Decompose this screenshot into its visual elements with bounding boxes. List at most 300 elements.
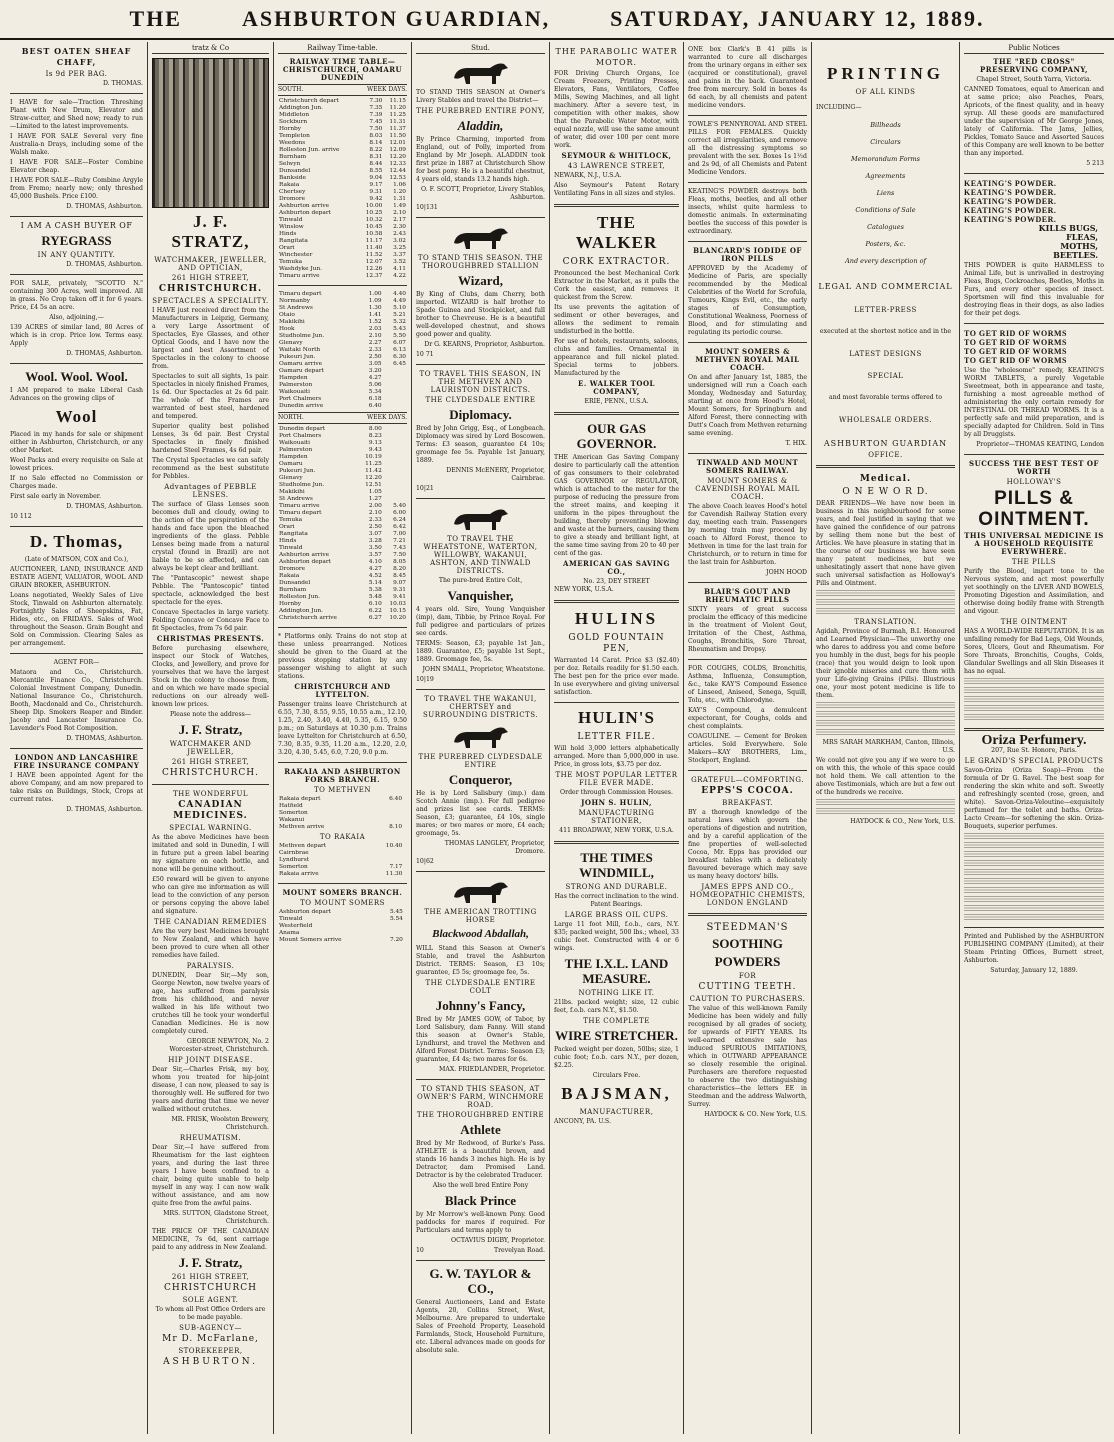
time-cell: 1.09	[368, 298, 382, 304]
horse-woodcut-icon	[446, 504, 516, 532]
station-cell: Winchester	[279, 252, 313, 258]
printing-items	[816, 121, 955, 265]
time-cell: 8.31	[369, 154, 383, 160]
time-cell: 2.10	[368, 510, 382, 516]
timetable-row	[278, 266, 407, 273]
gas-head: OUR GAS GOVERNOR.	[576, 421, 657, 451]
motor-addr: 43 LAWRENCE STREET,	[567, 162, 666, 170]
timetable-row	[278, 580, 407, 587]
timetable-row	[278, 594, 407, 601]
wire-text: Packed weight per dozen, 50lbs; size, 1 cubic foot; f.o.b. cars N.Y., per dozen, $2.25.	[554, 1046, 679, 1069]
drays-ad: I HAVE FOR SALE Several very fine Australia-n Drays, including some of the Walsh make.	[10, 133, 143, 156]
timetable-row	[278, 601, 407, 608]
time-cell: 11.31	[389, 119, 406, 125]
vanquisher-text2: TERMS: Season, £3; payable 1st Jan., 1889. Guarantee, £5; payable 1st Sept., 1889. Groomage fee, 5s.	[416, 640, 545, 663]
time-cell: 2.27	[368, 340, 382, 346]
time-cell: 2.33	[368, 517, 382, 523]
blairs-text: SIXTY years of great success proclaim the efficacy of this medicine in the treatment of Violent Gout, Irritation of the Chest, Asthma, Coughs, Bronchitis, Sore Throat, Rheumatism and Dropsy.	[688, 606, 807, 653]
station-cell: Pukeuri Jun.	[279, 354, 316, 360]
column-6	[684, 42, 812, 1434]
time-cell	[403, 817, 407, 824]
time-cell	[403, 803, 407, 810]
timetable-row	[278, 803, 407, 810]
timetable-row	[278, 140, 407, 147]
list-item: Conditions of Sale	[855, 206, 916, 214]
time-cell	[403, 864, 407, 871]
keating-text: THIS POWDER is quite HARMLESS to Animal Life, but is unrivalled in destroying Fleas, Bugs, Cockroaches, Beetles, Moths in Furs, and every other species of insect. Sportsmen will find this invaluable for destroying fleas in their dogs, as also ladies for their pet dogs.	[964, 262, 1104, 317]
time-cell: 6.22	[368, 608, 382, 614]
hulins-sub: GOLD FOUNTAIN PEN,	[568, 633, 665, 654]
time-cell: 10.03	[389, 601, 406, 607]
mount-somers-timetable	[278, 909, 407, 944]
walker-text2: Its use prevents the agitation of sediment or other beverages, and allows the sediment to remain undisturbed in the bottle.	[554, 304, 679, 335]
time-cell: 3.05	[368, 361, 382, 367]
timetable-row	[278, 403, 407, 410]
time-cell: 6.18	[368, 396, 382, 402]
pantoscopic-text: The "Pantascopic" newest shape Pebble. The "Pantoscopic" tinted spectacle, acknowledged the best spectacle for the eyes.	[152, 575, 269, 606]
list-item: KEATING'S POWDER.	[964, 179, 1057, 188]
gas-city: NEW YORK, U.S.A.	[554, 586, 614, 593]
red-cross-head: THE "RED CROSS" PRESERVING COMPANY,	[980, 57, 1088, 74]
time-cell: 4.40	[393, 291, 406, 297]
wizard-title: TO STAND THIS SEASON. THE THOROUGHBRED STALLION	[417, 254, 544, 270]
station-cell: Studholme Jun.	[279, 333, 325, 339]
time-cell: 5.21	[393, 312, 406, 318]
hulins-sig: JOHN S. HULIN,	[581, 798, 652, 807]
station-cell: Washdyke Jun.	[279, 266, 323, 272]
station-cell: Hinds	[279, 231, 297, 237]
time-cell	[404, 916, 407, 923]
timetable-row	[278, 259, 407, 266]
blancard-text: APPROVED by the Academy of Medicine of Paris, are specially recommended by the Medical Celebrities of the World for Scrofula, Tumours, Kings Evil, etc., the early stages of Consumption, Constitutional Weakness, Poorness of Blood, and for stimulating and regulating its periodic course.	[688, 265, 807, 336]
rakaia-timetable	[278, 796, 407, 831]
timetable-row	[278, 161, 407, 168]
time-cell: 2.33	[368, 347, 382, 353]
blackwood-big: Blackwood Abdallah,	[432, 928, 529, 940]
station-cell: Waikouaiti	[279, 389, 310, 395]
station-cell: Burnham	[279, 154, 307, 160]
medical-head: Medical.	[859, 474, 912, 484]
diplomacy-big: Diplomacy.	[449, 407, 512, 422]
keatings-ad: KEATING'S POWDER destroys both Fleas, moths, beetles, and all other insects, whilst quite harmless to domestic animals. In exterminating beetles the success of this powder is extraordinary.	[688, 188, 807, 235]
black-prince-big: Black Prince	[444, 1193, 517, 1208]
hulins-sig2: MANUFACTURING STATIONER,	[578, 809, 655, 825]
station-cell: Weedons	[279, 140, 306, 146]
masthead-the: THE	[129, 6, 182, 31]
time-cell: 12.53	[389, 175, 406, 181]
combine-ad: I HAVE FOR SALE—Ruby Combine Argyle from Fremo; nearly new; only threshed 45,000 Bushels. Price £100.	[10, 177, 143, 200]
station-cell: Waitaki North	[279, 347, 321, 353]
mount-somers-label: TO MOUNT SOMERS	[300, 899, 385, 907]
time-cell	[404, 930, 407, 937]
worms-text: Use the "wholesome" remedy, KEATING'S WORM TABLETS, a purely Vegetable Sweetmeat, both in appearance and taste, furnishing a most agreeable method of administering the only certain remedy for INTESTINAL OR THREAD WORMS. It is a perfectly safe and mild preparation, and is specially adapted for Children. Sold in Tins by all Druggists.	[964, 367, 1104, 438]
time-cell: 4.10	[368, 559, 382, 565]
time-cell: 4.11	[393, 266, 406, 272]
time-cell: 12.26	[365, 266, 383, 272]
tinwald-sub: MOUNT SOMERS & CAVENDISH ROYAL MAIL COACH.	[695, 477, 800, 501]
tinwald-text: The above Coach leaves Hood's hotel for Cavendish Railway Station every day, meeting each train. Passengers by morning train may proceed by coach to Alford Forest, thence to Methven in time for the last train for Christchurch, or to return in time for the last train for Ashburton.	[688, 503, 807, 566]
thomas-text: AUCTIONEER, LAND, INSURANCE AND ESTATE AGENT, VALUATOR, WOOL AND GRAIN BROKER, ASHBURTON.	[10, 566, 143, 589]
timetable-row	[278, 475, 407, 482]
masthead-date: SATURDAY, JANUARY 12, 1889.	[610, 6, 985, 31]
time-cell: 7.43	[393, 545, 406, 551]
time-cell: 10.20	[389, 615, 406, 621]
kays-text: KAY'S Compound, a demulcent expectorant, for Coughs, colds and chest complaints.	[688, 707, 807, 730]
time-cell: 7.35	[369, 105, 383, 111]
station-cell: Addington Jun.	[279, 608, 323, 614]
thomas-big: D. Thomas,	[29, 532, 124, 551]
printing-including: INCLUDING—	[816, 104, 862, 111]
translation-sig2: HAYDOCK & CO., New York, U.S.	[850, 818, 955, 825]
diplomacy-ref: 10|21	[416, 485, 434, 492]
time-cell	[383, 382, 407, 389]
masthead-title: ASHBURTON GUARDIAN,	[241, 6, 551, 31]
time-cell: 6.10	[368, 601, 382, 607]
timetable-row	[278, 382, 407, 389]
gas-addr: No. 23, DEY STREET	[583, 578, 650, 585]
time-cell: 5.48	[368, 594, 382, 600]
time-cell: 12.37	[365, 273, 383, 279]
time-cell: 11.50	[389, 133, 406, 139]
remedies-head: THE CANADIAN REMEDIES	[154, 918, 267, 926]
time-cell: 11.40	[365, 245, 383, 251]
hulins-big: HULINS	[574, 609, 659, 628]
time-cell	[403, 857, 407, 864]
tinwald-head: TINWALD AND MOUNT SOMERS RAILWAY.	[696, 458, 799, 475]
time-cell: 2.00	[368, 503, 382, 509]
printing-office2: OFFICE.	[868, 451, 903, 459]
time-cell: 5.43	[393, 326, 406, 332]
one-word: O N E W O R D.	[842, 487, 929, 497]
steedman-big2: SOOTHING	[712, 936, 783, 951]
timetable-row	[278, 824, 407, 831]
ryegrass-ad-line2: IN ANY QUANTITY.	[37, 251, 116, 259]
station-cell: Palmerston	[279, 382, 313, 388]
wool-reference: 10 112	[10, 513, 32, 520]
pebble-head: Advantages of PEBBLE LENSES.	[164, 483, 257, 499]
horse-woodcut-icon	[446, 722, 516, 750]
holloway-text: THIS UNIVERSAL MEDICINE IS A HOUSEHOLD REQUISITE EVERYWHERE.	[964, 531, 1104, 556]
vanquisher-sig: JOHN SMALL, Proprietor, Wheatstone.	[422, 666, 545, 673]
timetable-row	[278, 389, 407, 396]
fire-text: I HAVE been appointed Agent for the above Company, and am now prepared to take risks on Buildings, Stock, Crops at current rates.	[10, 772, 143, 803]
time-cell	[370, 857, 403, 864]
time-cell	[381, 923, 404, 930]
diplomacy-title: TO TRAVEL THIS SEASON, IN THE METHVEN AND LAURISTON DISTRICTS.	[419, 370, 542, 394]
time-cell: 5.50	[393, 333, 406, 339]
list-item: KEATING'S POWDER.	[964, 197, 1057, 206]
time-cell: 8.05	[393, 559, 406, 565]
time-cell	[403, 871, 407, 878]
wool-text-4: If no Sale effected no Commission or Charges made.	[10, 475, 143, 490]
acres-ad: 139 ACRES of similar land, 80 Acres of which is in crop. Price low. Terms easy. Apply	[10, 324, 143, 347]
time-cell: 11.20	[389, 105, 406, 111]
station-cell: Normanby	[279, 298, 311, 304]
north-timetable	[278, 426, 407, 622]
vanquisher-text: 4 years old. Sire, Young Vanquisher (imp), dam, Tibbie, by Prince Royal. For full pedigree and particulars of prizes see cards.	[416, 606, 545, 637]
time-cell: 3.02	[393, 238, 406, 244]
taylor-big: G. W. TAYLOR & CO.,	[429, 1266, 532, 1296]
aladdin-text: By Prince Charming, imported from England, out of Polly, imported from England by Mr Joseph. ALADDIN took first prize in 1887 at Christchurch Show for best pony. He is a beautiful chestnut, 4 years old, stands 13.2 hands high.	[416, 136, 545, 183]
oriza-sub: LE GRAND'S SPECIAL PRODUCTS	[964, 757, 1104, 765]
column-2-head: tratz & Co	[152, 44, 269, 54]
time-cell: 6.13	[393, 347, 406, 353]
time-cell	[383, 433, 407, 440]
time-cell: 12.20	[389, 154, 406, 160]
hulins2-sub: LETTER FILE.	[577, 732, 656, 742]
time-cell: 10.58	[365, 231, 383, 237]
hulins-text: Warranted 14 Carat. Price $3 ($2.40) per doz. Retails readily for $1.50 each. The best pen for the price ever made. In use everywhere and giving universal satisfaction.	[554, 657, 679, 696]
time-cell: 5.32	[393, 319, 406, 325]
time-cell	[370, 850, 403, 857]
timetable-row	[278, 361, 407, 368]
towles-ad: TOWLE'S PENNYROYAL AND STEEL PILLS FOR FEMALES. Quickly correct all irregularities, and remove all the distressing symptoms so prevalent with the sex. Boxes 1s 1½d and 2s 9d, of all Chemists and Patent Medicine Vendors.	[688, 121, 807, 176]
horse-woodcut-icon	[446, 877, 516, 905]
printing-letterpress: LETTER-PRESS	[854, 306, 917, 314]
time-cell: 8.00	[368, 426, 382, 432]
column-8-head: Public Notices	[964, 44, 1104, 54]
horse-woodcut-icon	[446, 58, 516, 86]
south-header	[278, 84, 407, 96]
time-cell: 10.15	[389, 608, 406, 614]
timetable-row	[278, 217, 407, 224]
christmas-head: CHRISTMAS PRESENTS.	[156, 634, 265, 643]
time-cell: 11.52	[365, 252, 383, 258]
medical-text: DEAR FRIENDS—We have now been in business in this neighbourhood for some years, and feel justified in saying that we have gained the confidence of our patrons by selling them none but the best of Articles. We have pleasure in stating that in the course of our business we have seen many patent medicines, but we unhesitatingly assert that none have given such universal satisfaction as Holloway's Pills and Ointment.	[816, 500, 955, 587]
time-cell: 10.25	[365, 210, 383, 216]
time-cell: 7.17	[389, 864, 403, 870]
list-item: Liens	[876, 189, 895, 197]
time-cell	[381, 930, 404, 937]
lxl-big: THE I.X.L. LAND MEASURE.	[564, 956, 669, 986]
station-cell: Methven arrive	[279, 824, 325, 830]
aladdin-big: Aladdin,	[457, 118, 504, 133]
timetable-row	[278, 326, 407, 333]
motor-head: THE PARABOLIC WATER MOTOR.	[555, 47, 678, 67]
rakaia-label: TO RAKAIA	[319, 833, 366, 841]
station-cell: Temuka	[279, 517, 303, 523]
station-cell: Burnham	[279, 587, 307, 593]
time-cell: 3.57	[368, 552, 382, 558]
lxl-sub: NOTHING LIKE IT.	[578, 989, 655, 997]
holloway-line: HOLLOWAY'S	[1006, 478, 1062, 486]
station-cell: Rolleston Jun. arrive	[279, 147, 340, 153]
printing-latest: LATEST DESIGNS	[849, 350, 922, 358]
timetable-row	[278, 817, 407, 824]
methven-label: TO METHVEN	[314, 786, 371, 794]
christmas-text2: Please note the address—	[170, 711, 251, 718]
ryegrass-ad-big: RYEGRASS	[41, 233, 112, 248]
station-cell: Palmerston	[279, 447, 313, 453]
storefront-illustration	[152, 58, 269, 208]
blackwood-text: WILL Stand this Season at Owner's Stable, and travel the Ashburton District. TERMS: Season, £3 10s; guarantee, £5 5s; groomage fee, 5s.	[416, 945, 545, 976]
time-cell: 1.05	[368, 489, 382, 495]
time-cell: 12.44	[389, 168, 406, 174]
time-cell: 9.43	[368, 447, 382, 453]
blairs-head: BLAIR'S GOUT AND RHEUMATIC PILLS	[704, 587, 791, 604]
timetable-row	[278, 426, 407, 433]
list-item: TO GET RID OF WORMS	[964, 347, 1067, 356]
time-cell: 12.33	[389, 161, 406, 167]
diplomacy-sig: DENNIS McENERY, Proprietor, Cairnbrae.	[446, 467, 545, 482]
station-cell: Timaru depart	[279, 510, 322, 516]
vanquisher-sub: The pure-bred Entire Colt,	[438, 577, 523, 584]
aladdin-sig: O. F. SCOTT, Proprietor, Livery Stables, Ashburton.	[421, 186, 545, 201]
station-cell: Westerfield	[279, 923, 313, 929]
steedman-sub2: CUTTING TEETH.	[698, 982, 797, 992]
time-cell: 3.50	[368, 545, 382, 551]
somers-sig: T. HIX.	[785, 440, 807, 447]
timetable-row	[278, 245, 407, 252]
timetable-row	[278, 468, 407, 475]
ointment-head: THE OINTMENT	[1000, 618, 1068, 626]
taylor-text: General Auctioneers, Land and Estate Agents, 20, Collins Street, West, Melbourne. Are prepared to undertake Sales of Freehold Property, Leasehold Farmlands, Stock, Household Furniture, etc. Liberal advances made on goods for absolute sale.	[416, 1299, 545, 1354]
vanquisher-title: TO TRAVEL THE WHEATSTONE, WATERTON, WILLOWBY, WAKANUI, ASHTON, AND TINWALD DISTRICTS.	[423, 535, 538, 575]
list-item: KEATING'S POWDER.	[964, 206, 1057, 215]
station-cell: Hook	[279, 326, 295, 332]
walker-text: Pronounced the best Mechanical Cork Extractor in the Market, as it pulls the Cork the easiest, and removes it quickest from the Screw.	[554, 270, 679, 301]
christmas-text: Before purchasing elsewhere, inspect our Stock of Watches, Clocks, and Jewellery, and prove for yourselves that we have the largest Stock in the colony to choose from, and on which we have made special reductions on our already well-known low prices.	[152, 645, 269, 708]
timetable-row	[278, 810, 407, 817]
time-cell	[383, 396, 407, 403]
timetable-row	[278, 538, 407, 545]
station-cell: Christchurch depart	[279, 98, 339, 104]
success-line: SUCCESS THE BEST TEST OF WORTH	[969, 459, 1099, 476]
bifocal-text: Concave Spectacles in large variety. Folding Concave or Concave Face to fit Spectacles, from 7s 6d pair.	[152, 609, 269, 632]
list-item: KEATING'S POWDER.	[964, 188, 1057, 197]
time-cell: 7.00	[393, 531, 406, 537]
timetable-title: RAILWAY TIME TABLE—CHRISTCHURCH, OAMARU DUNEDIN	[282, 57, 403, 82]
station-cell: Ashburton depart	[279, 909, 331, 915]
clarks-ad: ONE box Clark's B 41 pills is warranted to cure all discharges from the urinary organs in either sex (acquired or constitutional), gravel and pains in the back. Guaranteed free from mercury. Sold in boxes 4s 6d each, by all chemists and patent medicine vendors.	[688, 46, 807, 109]
time-cell	[383, 475, 407, 482]
stratz-text: I HAVE just received direct from the Manufacturers in Leipzig, Germany, a very Large Assortment of Spectacles, Eye Glasses, and other Optical Goods, and I have now the largest and best Assortment of Spectacles in the colony to choose from.	[152, 307, 269, 370]
coughs-text: FOR COUGHS, COLDS, Bronchitis, Asthma, Influenza, Consumption, &c., take KAY'S Compound Essence of Linseed, Aniseed, Senega, Squill, Tolu, etc., with Chlorodyne.	[688, 665, 807, 704]
time-cell: 7.50	[369, 126, 383, 132]
motor-sig: SEYMOUR & WHITLOCK,	[561, 151, 672, 160]
kills-lines	[964, 224, 1104, 260]
station-cell: Waikouaiti	[279, 440, 310, 446]
station-cell: Ashburton depart	[279, 210, 331, 216]
column-5	[550, 42, 684, 1434]
column-3	[274, 42, 412, 1434]
timetable-row	[278, 482, 407, 489]
time-cell: 2.03	[368, 326, 382, 332]
station-cell: Port Chalmers	[279, 396, 322, 402]
station-cell: Rolleston Jun.	[279, 594, 320, 600]
list-item: Posters, &c.	[865, 240, 906, 248]
price-note: THE PRICE OF THE CANADIAN MEDICINE, 7s 6d, sent carriage paid to any address in New Zealand.	[152, 1228, 269, 1251]
stratz-text2: Spectacles to suit all sights, 1s pair. Spectacles in nicely finished Frames, 1s 6d. Our Spectacles at 2s 6d pair. The whole of the Frames are warranted of best steel, hardened and tempered.	[152, 373, 269, 420]
station-cell: Cairnbrae	[279, 850, 309, 856]
station-cell: Hornby	[279, 126, 302, 132]
agent-list: Mataora and Co., Christchurch. Mercantile Finance Co., Christchurch. Colonial Investment Company, Dunedin. National Insurance Co., Christchurch. Booth, Macdonald and Co., Christchurch. Sheep Dip. Smokers Reaper and Binder. Jacoby and Lancaster Insurance Co. Lavender's Food Rot Composition.	[10, 669, 143, 732]
keating-lines	[964, 179, 1104, 224]
list-item: TO GET RID OF WORMS	[964, 356, 1067, 365]
johnnys-sig: MAX. FRIEDLANDER, Proprietor.	[439, 1066, 545, 1073]
time-cell: 12.09	[389, 147, 406, 153]
timetable-row	[278, 510, 407, 517]
timetable-row	[278, 396, 407, 403]
testimonial-3: Dear Sir,—I have suffered from Rheumatism for the last eighteen years, and during the last three years I have been confined to a chair, being quite unable to help myself in any way. I can now walk without assistance, and am now quite free from the awful pains.	[152, 1144, 269, 1207]
hulins-addr: 411 BROADWAY, NEW YORK, U.S.A.	[559, 827, 674, 834]
station-cell: Chertsey	[279, 189, 306, 195]
station-cell: Christchurch arrive	[279, 615, 337, 621]
printed-date: Saturday, January 12, 1889.	[990, 967, 1078, 974]
timetable-row	[278, 126, 407, 133]
athlete-road: Trevelyan Road.	[493, 1247, 545, 1254]
testimonial-1-sig: GEORGE NEWTON, No. 2 Worcester-street, Christchurch.	[169, 1038, 269, 1053]
station-cell: Dunedin arrive	[279, 403, 324, 409]
ryegrass-ad-signature: D. THOMAS, Ashburton.	[66, 261, 143, 268]
time-cell: 11.17	[365, 238, 383, 244]
storekeeper: STOREKEEPER,	[178, 1347, 243, 1355]
wool-text-1: I AM prepared to make Liberal Cash Advances on the growing clips of	[10, 387, 143, 402]
time-cell: 11.25	[365, 461, 382, 467]
bajsman-big: BAJSMAN,	[561, 1084, 672, 1103]
printing-legal: LEGAL AND COMMERCIAL	[818, 282, 953, 291]
time-cell: 8.23	[368, 433, 382, 439]
time-cell: 5.38	[368, 587, 382, 593]
station-cell: Hatfield	[279, 803, 303, 809]
time-cell: 4.27	[368, 566, 382, 572]
stratz-big: J. F. STRATZ,	[171, 212, 250, 251]
timetable-row	[278, 182, 407, 189]
steedman-text: The value of this well-known Family Medicine has been widely and fully recognised by all grades of society, for upwards of FIFTY YEARS. Its well-earned extensive sale has induced SPURIOUS IMITATIONS, which in OUTWARD APPEARANCE so closely resemble the original. Purchasers are therefore requested to observe the two distinguishing characteristics—the letters EE in Steedman and the address Walworth, Surrey.	[688, 1005, 807, 1108]
printing-sub: OF ALL KINDS	[855, 88, 916, 96]
fire-heading: LONDON AND LANCASHIRE FIRE INSURANCE COMPANY	[13, 753, 140, 770]
station-cell: Selwyn	[279, 161, 301, 167]
rakaia-timetable-2	[278, 843, 407, 878]
time-cell	[374, 810, 403, 817]
list-item: Catalogues	[867, 223, 904, 231]
time-cell: 6.27	[368, 615, 382, 621]
order-note: To whom all Post Office Orders are to be made payable.	[155, 1306, 266, 1321]
stratz-spec: SPECTACLES A SPECIALITY.	[152, 297, 269, 305]
time-cell: 3.07	[368, 531, 382, 537]
agent-signature: D. THOMAS, Ashburton.	[66, 735, 143, 742]
walker-big: THE WALKER	[575, 213, 658, 252]
list-item: TO GET RID OF WORMS	[964, 338, 1067, 347]
timetable-row	[278, 231, 407, 238]
timetable-row	[278, 133, 407, 140]
ashburton-place: ASHBURTON.	[163, 1357, 258, 1367]
time-cell: 4.27	[368, 375, 382, 381]
time-cell: 2.43	[393, 231, 406, 237]
red-cross-addr: Chapel Street, South Yarra, Victoria.	[976, 76, 1092, 83]
diplomacy-sub: THE CLYDESDALE ENTIRE	[425, 396, 536, 404]
johnnys-text: Bred by Mr JAMES GOW, of Tabor, by Lord Salisbury, dam Fanny. Will stand this season at Owner's Stable, Lyndhurst, and travel the Methven and Alford Forest District. Terms: Season £3; guarantee, £4 4s; two mares for 6s.	[416, 1016, 545, 1063]
time-cell: 9.31	[369, 189, 383, 195]
time-cell: 4.22	[393, 273, 406, 279]
timetable-row	[278, 203, 407, 210]
timetable-row	[278, 273, 407, 280]
timetable-row	[278, 930, 407, 937]
station-cell: Orari	[279, 524, 295, 530]
station-cell: Hampden	[279, 375, 308, 381]
timetable-row	[278, 843, 407, 850]
pills-text: Purify the Blood, impart tone to the Nervous system, and act most powerfully yet soothingly on the LIVER AND BOWELS, Promoting Digestion and Assimilation, and otherwise doing bodily frame with Strength and vigour.	[964, 568, 1104, 615]
list-item: KEATING'S POWDER.	[964, 215, 1057, 224]
south-weekdays: WEEK DAYS.	[367, 86, 407, 93]
pills-head: THE PILLS	[1011, 558, 1057, 566]
steedman-sig: HAYDOCK & CO. New York, U.S.	[704, 1111, 807, 1118]
station-cell: Tinwald	[279, 545, 303, 551]
station-cell: Studholme Jun.	[279, 482, 325, 488]
time-cell: 7.50	[393, 552, 406, 558]
list-item: And every description of	[845, 257, 926, 265]
stratz3-addr: 261 HIGH STREET,	[171, 1273, 250, 1281]
